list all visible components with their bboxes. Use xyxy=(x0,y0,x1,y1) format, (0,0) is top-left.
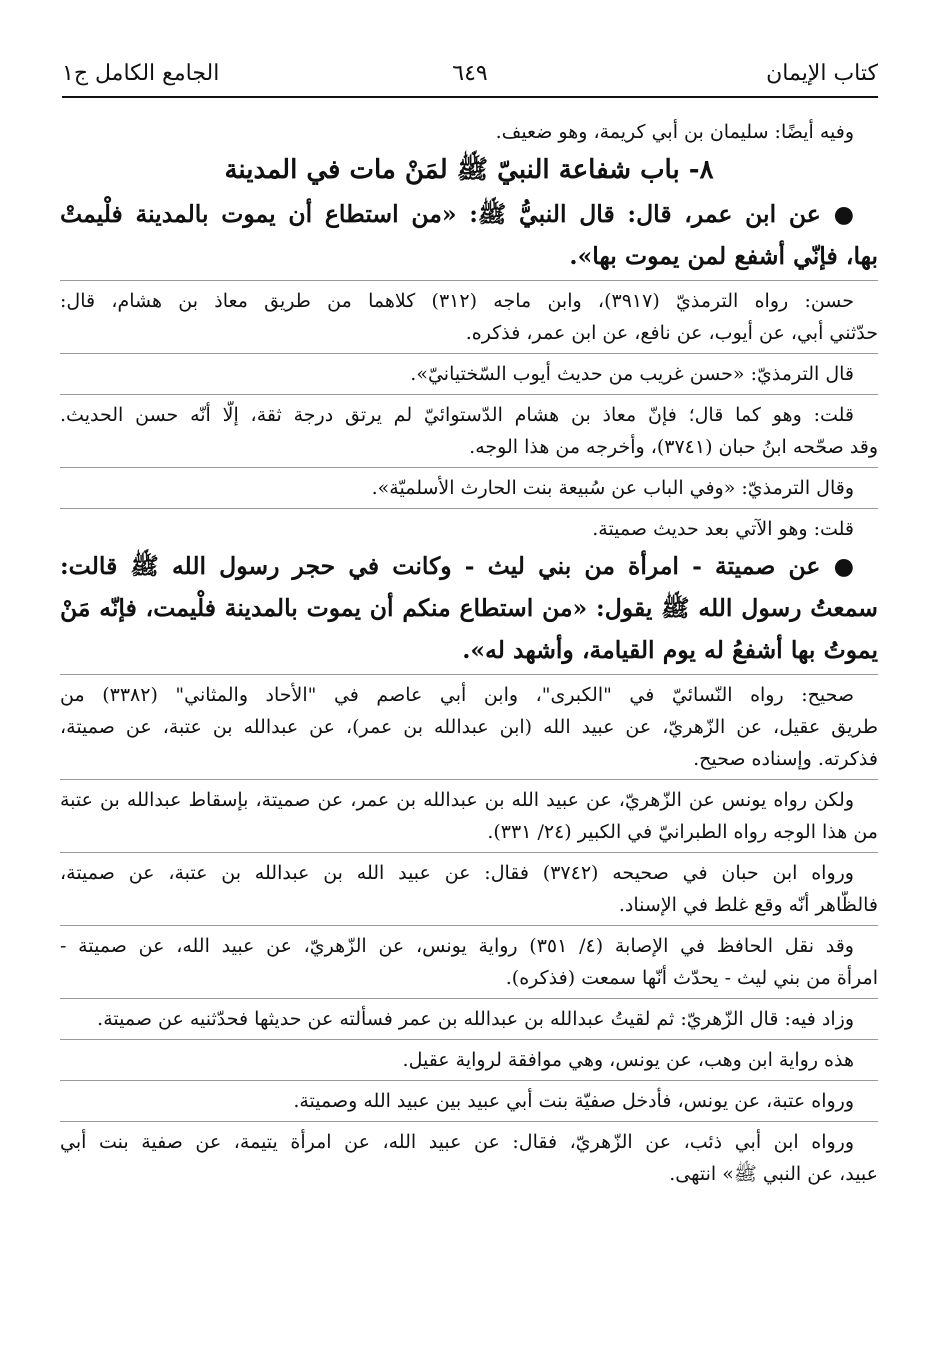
commentary-line: ورواه ابن حبان في صحيحه (٣٧٤٢) فقال: عن عبيد الله بن عبدالله بن عتبة، عن صميتة، xyxy=(60,862,854,884)
commentary-line: ورواه ابن أبي ذئب، عن الزّهريّ، فقال: عن عبيد الله، عن امرأة يتيمة، عن صفية بنت أبي xyxy=(60,1131,854,1153)
commentary-line: عبيد، عن النبي ﷺ» انتهى. xyxy=(669,1163,878,1185)
commentary-line: صحيح: رواه النّسائيّ في "الكبرى"، وابن أبي عاصم في "الأحاد والمثاني" (٣٣٨٢) من xyxy=(60,684,855,706)
commentary-line: قلت: وهو كما قال؛ فإنّ معاذ بن هشام الدّستوائيّ لم يرتق درجة ثقة، إلّا أنّه حسن الحديث. xyxy=(60,404,854,426)
text-line: وفيه أيضًا: سليمان بن أبي كريمة، وهو ضعيف. xyxy=(495,121,854,143)
divider xyxy=(60,280,878,281)
book-volume-title: الجامع الكامل ج١ xyxy=(62,61,220,86)
commentary-line: ورواه عتبة، عن يونس، فأدخل صفيّة بنت أبي عبيد بين عبيد الله وصميتة. xyxy=(293,1090,854,1112)
divider xyxy=(60,998,878,999)
commentary-line: قلت: وهو الآتي بعد حديث صميتة. xyxy=(592,518,854,540)
commentary-line: قال الترمذيّ: «حسن غريب من حديث أيوب السّختيانيّ». xyxy=(410,363,854,385)
hadith-line: سمعتُ رسول الله ﷺ يقول: «من استطاع منكم أن يموت بالمدينة فلْيمت، فإنّه مَنْ xyxy=(60,594,878,622)
commentary-line: من هذا الوجه رواه الطبرانيّ في الكبير (٢٤/ ٣٣١). xyxy=(487,821,878,843)
hadith-line: ● عن ابن عمر، قال: قال النبيُّ ﷺ: «من استطاع أن يموت بالمدينة فلْيمتْ xyxy=(60,200,854,228)
commentary-line: امرأة من بني ليث - يحدّث أنّها سمعت (فذكره). xyxy=(505,967,878,989)
commentary-line: هذه رواية ابن وهب، عن يونس، وهي موافقة لرواية عقيل. xyxy=(402,1049,854,1071)
divider xyxy=(60,1080,878,1081)
divider xyxy=(60,467,878,468)
commentary-line: وقد نقل الحافظ في الإصابة (٤/ ٣٥١) رواية يونس، عن الزّهريّ، عن عبيد الله، عن صميتة - xyxy=(60,935,854,957)
divider xyxy=(60,1039,878,1040)
divider xyxy=(60,1121,878,1122)
commentary-line: وزاد فيه: قال الزّهريّ: ثم لقيتُ عبدالله بن عبدالله بن عمر فسألته عن حديثها فحدّثنيه عن صميتة. xyxy=(97,1008,854,1030)
divider xyxy=(60,394,878,395)
divider xyxy=(60,852,878,853)
divider xyxy=(60,353,878,354)
hadith-line: ● عن صميتة - امرأة من بني ليث - وكانت في حجر رسول الله ﷺ قالت: xyxy=(60,552,854,580)
commentary-line: حدّثني أبي، عن أيوب، عن نافع، عن ابن عمر، فذكره. xyxy=(465,322,878,344)
divider xyxy=(60,508,878,509)
book-section-title: كتاب الإيمان xyxy=(766,61,878,86)
commentary-line: طريق عقيل، عن الزّهريّ، عن عبيد الله (ابن عبدالله بن عمر)، عن عبدالله بن عتبة، عن صميتة، xyxy=(60,716,878,738)
commentary-line: فالظّاهر أنّه وقع غلط في الإسناد. xyxy=(618,894,878,916)
chapter-heading: ٨- باب شفاعة النبيّ ﷺ لمَنْ مات في المدينة xyxy=(224,155,714,185)
page-body xyxy=(60,118,878,1192)
commentary-line: فذكرته. وإسناده صحيح. xyxy=(693,748,878,770)
commentary-line: ولكن رواه يونس عن الزّهريّ، عن عبيد الله بن عبدالله بن عمر، عن صميتة، بإسقاط عبدالله بن عتبة xyxy=(60,789,854,811)
divider xyxy=(60,779,878,780)
page-number: ٦٤٩ xyxy=(452,61,488,86)
commentary-line: وقد صحّحه ابنُ حبان (٣٧٤١)، وأخرجه من هذا الوجه. xyxy=(469,436,878,458)
hadith-line: بها، فإنّي أشفع لمن يموت بها». xyxy=(569,242,878,270)
page-header xyxy=(62,52,878,98)
commentary-line: حسن: رواه الترمذيّ (٣٩١٧)، وابن ماجه (٣١٢) كلاهما من طريق معاذ بن هشام، قال: xyxy=(60,290,854,312)
hadith-line: يموتُ بها أشفعُ له يوم القيامة، وأشهد له». xyxy=(462,636,878,664)
divider xyxy=(60,925,878,926)
divider xyxy=(60,674,878,675)
commentary-line: وقال الترمذيّ: «وفي الباب عن سُبيعة بنت الحارث الأسلميّة». xyxy=(371,477,854,499)
